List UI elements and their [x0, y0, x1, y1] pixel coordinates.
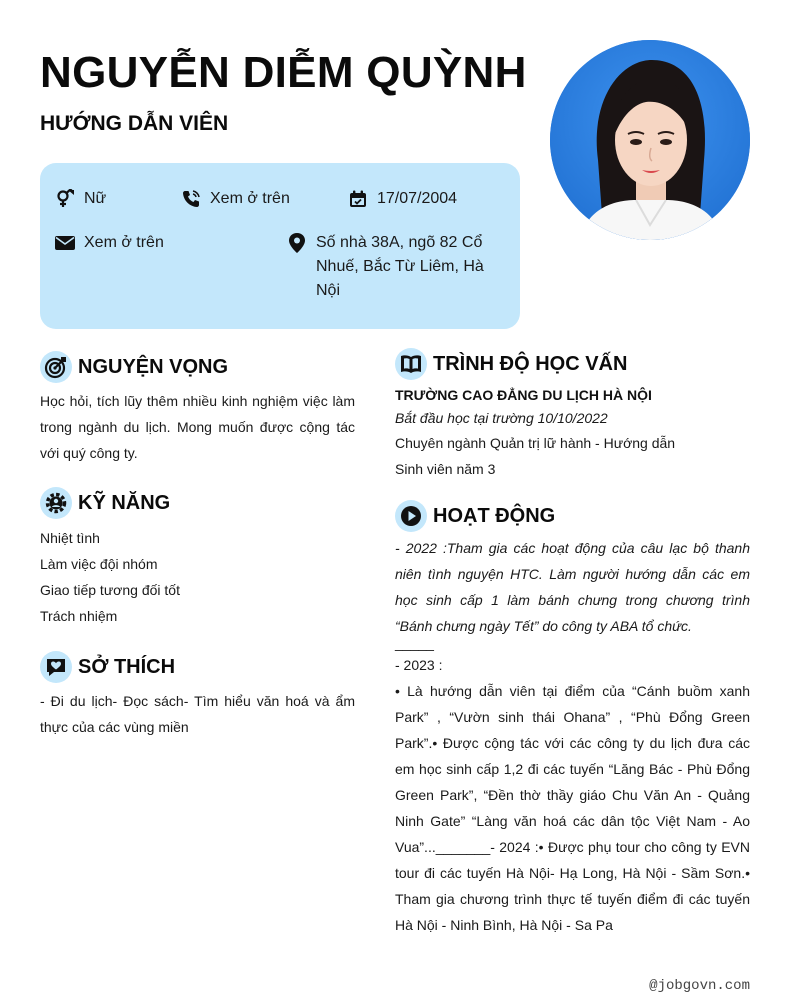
skill-item: Giao tiếp tương đối tốt: [40, 582, 180, 598]
address-line: Nội: [316, 282, 341, 299]
phone-value: Xem ở trên: [210, 190, 290, 207]
email-value: Xem ở trên: [84, 234, 164, 251]
location-pin-icon: [286, 231, 308, 255]
birthday-value: 17/07/2004: [377, 190, 458, 207]
section-objective-title: [40, 351, 228, 383]
envelope-icon: [54, 231, 76, 255]
section-title-text: NGUYỆN VỌNG: [78, 355, 229, 378]
candidate-name: NGUYỄN DIỄM QUỲNH: [40, 48, 527, 97]
education-start-date: Bắt đầu học tại trường 10/10/2022: [395, 410, 608, 426]
section-title-text: TRÌNH ĐỘ HỌC VẤN: [433, 352, 628, 375]
gear-user-icon: [40, 487, 72, 519]
play-icon: [395, 500, 427, 532]
section-title-text: HOẠT ĐỘNG: [433, 504, 556, 527]
section-education-title: [395, 348, 627, 380]
section-hobbies-title: [40, 651, 175, 683]
skill-item: Trách nhiệm: [40, 608, 118, 624]
contact-gender: [54, 187, 106, 211]
skill-item: Làm việc đội nhóm: [40, 556, 158, 572]
gender-icon: [54, 187, 76, 211]
contact-info-box: [40, 163, 520, 329]
calendar-icon: [347, 187, 369, 211]
address-value: [316, 231, 486, 303]
section-title-text: KỸ NĂNG: [78, 491, 171, 514]
activity-2022: - 2022 :Tham gia các hoạt động của câu lạc bộ thanh niên tình nguyện HTC. Làm người hướng dẫn các em học sinh cấp 1 làm bánh chưng trong chương trình “Bánh chưng ngày Tết” do công ty ABA tổ chức.: [395, 540, 750, 634]
phone-icon: [180, 187, 202, 211]
contact-email: [54, 231, 164, 255]
hobbies-text: - Đi du lịch- Đọc sách- Tìm hiểu văn hoá và ẩm thực của các vùng miền: [40, 693, 355, 735]
footer-watermark: @jobgovn.com: [649, 978, 750, 994]
section-activities-title: [395, 500, 555, 532]
job-title: HƯỚNG DẪN VIÊN: [40, 112, 229, 135]
activity-details: • Là hướng dẫn viên tại điểm của “Cánh buồm xanh Park” , “Vườn sinh thái Ohana” , “Phù Đổng Green Park”.• Được cộng tác với các công ty du lịch đưa các em học sinh cấp 1,2 đi các tuyến “Lăng Bác - Phù Đổng Green Park”, “Đền thờ thầy giáo Chu Văn An - Quảng Ninh Gate” “Làng văn hoá các dân tộc Việt Nam - Ao Vua”..._______- 2024 :• Được phụ tour cho công ty EVN tour đi các tuyến Hà Nội- Hạ Long, Hà Nội - Sầm Sơn.• Tham gia chương trình thực tế tuyến điểm đi các tuyến Hà Nội - Ninh Bình, Hà Nội - Sa Pa: [395, 683, 750, 933]
education-major: Chuyên ngành Quản trị lữ hành - Hướng dẫn: [395, 435, 676, 451]
section-skills-title: [40, 487, 170, 519]
address-line: Nhuế, Bắc Từ Liêm, Hà: [316, 258, 484, 275]
book-icon: [395, 348, 427, 380]
contact-phone: [180, 187, 290, 211]
portrait-photo: [550, 40, 750, 240]
objective-text: Học hỏi, tích lũy thêm nhiều kinh nghiệm việc làm trong ngành du lịch. Mong muốn được cộng tác với quý công ty.: [40, 393, 355, 461]
education-year: Sinh viên năm 3: [395, 461, 496, 477]
activity-separator: _____: [395, 635, 434, 651]
address-line: Số nhà 38A, ngõ 82 Cổ: [316, 234, 483, 251]
heart-chat-icon: [40, 651, 72, 683]
skills-list: [40, 525, 180, 629]
activity-2023-heading: - 2023 :: [395, 657, 443, 673]
contact-address: [286, 231, 486, 303]
target-icon: [40, 351, 72, 383]
skill-item: Nhiệt tình: [40, 530, 100, 546]
gender-value: Nữ: [84, 190, 107, 207]
section-title-text: SỞ THÍCH: [78, 655, 176, 678]
education-school: TRƯỜNG CAO ĐẲNG DU LỊCH HÀ NỘI: [395, 387, 652, 403]
contact-birthday: [347, 187, 457, 211]
avatar: [550, 40, 750, 240]
